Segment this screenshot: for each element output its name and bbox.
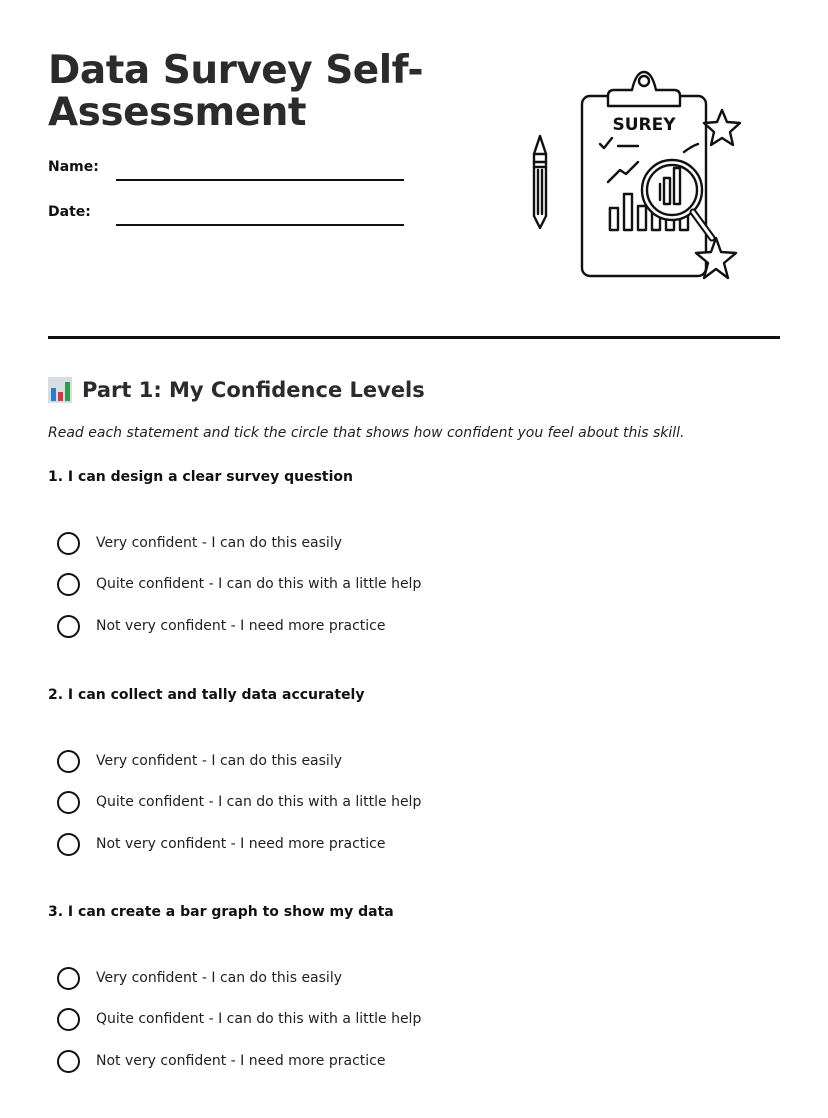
radio-circle[interactable] (57, 967, 80, 990)
pencil-icon (534, 136, 546, 228)
question-3 (48, 902, 780, 1102)
radio-circle[interactable] (57, 1008, 80, 1031)
option-label: Quite confident - I can do this with a little help (96, 794, 422, 810)
option-label: Very confident - I can do this easily (96, 535, 342, 551)
radio-circle[interactable] (57, 750, 80, 773)
radio-circle[interactable] (57, 573, 80, 596)
option-very-confident[interactable] (57, 529, 342, 557)
page-title (48, 50, 468, 134)
option-not-very-confident[interactable] (57, 830, 385, 858)
part-1-heading (48, 374, 425, 406)
option-quite-confident[interactable] (57, 570, 421, 598)
name-label: Name: (48, 159, 99, 175)
section-divider (48, 336, 780, 339)
option-label: Very confident - I can do this easily (96, 753, 342, 769)
option-label: Very confident - I can do this easily (96, 970, 342, 986)
option-very-confident[interactable] (57, 747, 342, 775)
bar-chart-icon (48, 377, 72, 403)
part-1-title: Part 1: My Confidence Levels (82, 378, 425, 402)
worksheet-page (48, 0, 780, 1118)
radio-circle[interactable] (57, 791, 80, 814)
option-label: Quite confident - I can do this with a little help (96, 1011, 422, 1027)
option-label: Quite confident - I can do this with a little help (96, 576, 422, 592)
question-text: 2. I can collect and tally data accurately (48, 687, 365, 703)
option-quite-confident[interactable] (57, 1005, 421, 1033)
option-label: Not very confident - I need more practice (96, 618, 386, 634)
radio-circle[interactable] (57, 833, 80, 856)
title-line-1: Data Survey Self- (48, 48, 424, 93)
option-label: Not very confident - I need more practice (96, 1053, 386, 1069)
survey-illustration (526, 66, 766, 296)
date-line[interactable] (116, 224, 404, 226)
radio-circle[interactable] (57, 532, 80, 555)
question-1 (48, 467, 780, 667)
radio-circle[interactable] (57, 615, 80, 638)
option-quite-confident[interactable] (57, 788, 421, 816)
name-line[interactable] (116, 179, 404, 181)
option-label: Not very confident - I need more practice (96, 836, 386, 852)
date-label: Date: (48, 204, 91, 220)
question-2 (48, 685, 780, 885)
option-not-very-confident[interactable] (57, 1047, 385, 1075)
question-text: 3. I can create a bar graph to show my data (48, 904, 394, 920)
title-line-2: Assessment (48, 90, 306, 135)
option-not-very-confident[interactable] (57, 612, 385, 640)
radio-circle[interactable] (57, 1050, 80, 1073)
question-text: 1. I can design a clear survey question (48, 469, 353, 485)
option-very-confident[interactable] (57, 964, 342, 992)
instructions-text: Read each statement and tick the circle that shows how confident you feel about this skill. (48, 425, 685, 441)
clipboard-text: SUREY (612, 115, 676, 135)
